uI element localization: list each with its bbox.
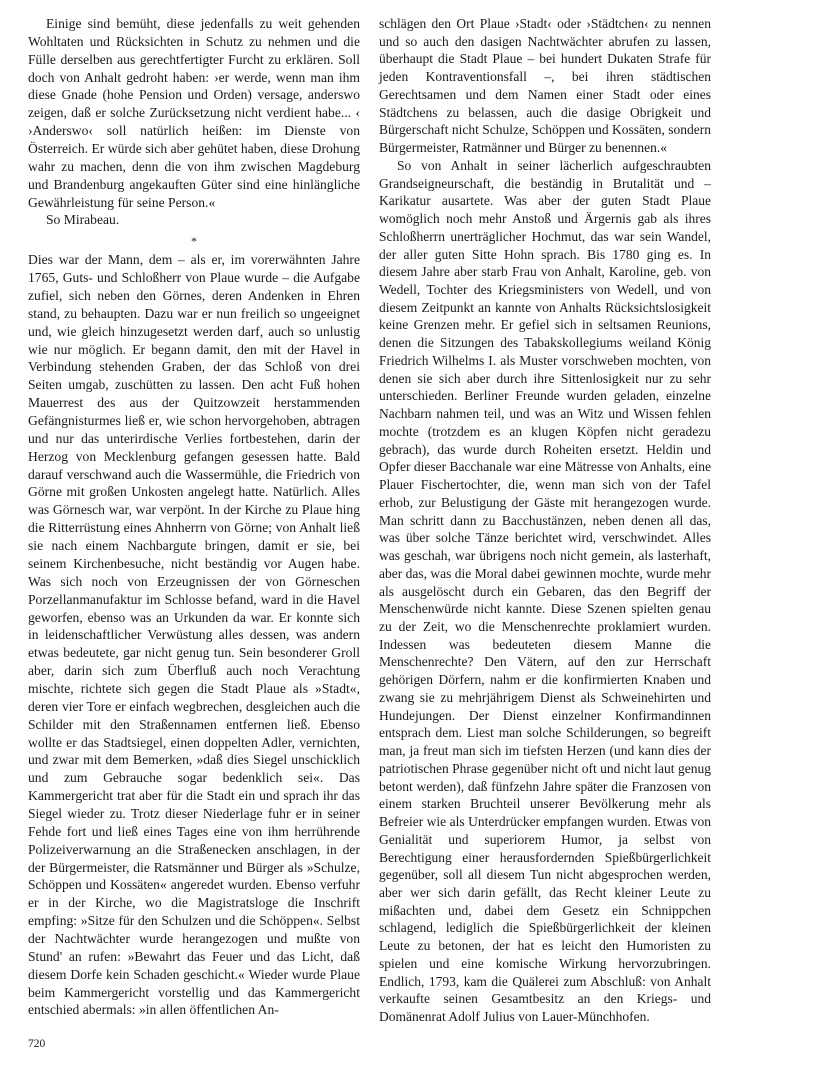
- left-text-column: [28, 15, 360, 1019]
- paragraph-right-2: So von Anhalt in seiner lächerlich aufgeschraubten Grandseigneurschaft, die beständig in Brutalität und – Karikatur ausartete. Was aber der guten Stadt Plaue womöglich noch mehr Anstoß und Ärgernis gab als ihres Schloßherrn unerträglicher Hochmut, das war sein Wandel, der aller guten Sitte Hohn sprach. Bis 1780 ging es. In diesem Jahre aber starb Frau von Anhalt, Karoline, geb. von Wedell, Tochter des Kriegsministers von Wedell, und von diesem Zeitpunkt an kannte von Anhalts Rücksichtslosigkeit keine Grenzen mehr. Er gefiel sich in seltsamen Reunions, denen die Sitzungen des Tabakskollegiums weiland König Friedrich Wilhelms I. als Muster vorschweben mochten, von denen sie sich aber durch ihre Sittenlosigkeit nur zu sehr unterschieden. Berliner Freunde wurden geladen, einzelne Nachbarn nahmen teil, und was an Witz und Wissen fehlen mochte (trotzdem es an klugen Köpfen nicht geradezu gebrach), das wurde durch Roheiten ersetzt. Heldin und Opfer dieser Bacchanale war eine Mätresse von Anhalts, eine Plauer Fischertochter, die, wenn man sich von der Tafel erhob, zur Belustigung der Gäste mit herangezogen wurde. Man schritt dann zu Bacchustänzen, neben denen all das, was über solche Tänze berichtet wird, verschwindet. Alles was geschah, war übrigens noch nicht gemein, als lasterhaft, aber das, was die Moral dabei gewinnen mochte, wurde mehr als ausgelöscht durch ein Gebaren, das den Begriff der Menschenwürde nicht kannte. Diese Szenen spielten genau zu der Zeit, wo die Menschenrechte proklamiert wurden. Indessen was bedeuteten diesem Manne die Menschenrechte? Den Vätern, auf den zur Herrschaft gehörigen Dörfern, nahm er die konfirmierten Knaben und zwang sie zu mehrjährigem Dienst als Schweinehirten und Hundejungen. Der Dienst einzelner Konfirmandinnen entsprach dem. Liest man solche Schilderungen, so begreift man, ja freut man sich im tiefsten Herzen (und kann dies der patriotischen Phrase gegenüber nicht oft und nicht laut genug betont werden), daß fünfzehn Jahre später die Franzosen von einem starken Bruchteil unserer Bevölkerung mehr als Befreier wie als Unterdrücker empfangen wurden. Etwas von Genialität und superiorem Humor, ja selbst von Berechtigung einer herausfordernden Spießbürgerlichkeit gegenüber, soll all diesem Tun nicht abgesprochen werden, aber wer sich darin gefällt, das Recht kleiner Leute zu mißachten und, dabei dem Gesetz ein Schnippchen schlagend, lediglich die Spießbürgerlichkeit der kleinen Leute zu betonen, der hat es leicht den Humoristen zu spielen und eine komische Wirkung hervorzubringen. Endlich, 1793, kam die Quälerei zum Abschluß: von Anhalt verkaufte seinen Gesamtbesitz an den Kriegs- und Domänenrat Adolf Julius von Lauer-Münchhofen.: [379, 157, 711, 1025]
- signature-line: So Mirabeau.: [46, 212, 120, 228]
- paragraph-left-2: Dies war der Mann, dem – als er, im vorerwähnten Jahre 1765, Guts- und Schloßherr von Plaue wurde – die Aufgabe zufiel, sich neben den Görnes, deren Andenken in Ehren stand, zu behaupten. Dazu war er nun freilich so ungeeignet und, wie gleich hinzugesetzt werden darf, auch so unlustig wie nur möglich. Er begann damit, den mit der Havel in Verbindung stehenden Graben, der das Schloß von drei Seiten umgab, zuschütten zu lassen. Den acht Fuß hohen Mauerrest des aus der Quitzowzeit herstammenden Gefängnisturmes ließ er, wie schon hervorgehoben, abtragen und nur das unterirdische Verlies fortbestehen, darin der Herzog von Mecklenburg gefangen gesessen hatte. Bald darauf verschwand auch die Wassermühle, die Friedrich von Görne mit großen Unkosten angelegt hatte. Natürlich. Alles was Görnesch war, war verpönt. In der Kirche zu Plaue hing die Ritterrüstung eines Ahnherrn von Görne; von Anhalt ließ sie nach einem Nachbargute bringen, damit er sie, bei seinem Kirchenbesuche, nicht beständig vor Augen habe. Was sich noch von Erzeugnissen der von Görneschen Porzellanmanufaktur im Schlosse befand, ward in die Havel geworfen, ebenso was an Urkunden da war. Er konnte sich in leidenschaftlicher Verwüstung alles dessen, was andern etwas bedeutete, gar nicht genug tun. Sein besonderer Groll aber, darin sich zum Überfluß auch noch Verachtung mischte, richtete sich gegen die Stadt Plaue als »Stadt«, deren vier Tore er einfach wegbrechen, desgleichen auch die Schilder mit den Straßennamen entfernen ließ. Ebenso wollte er das Stadtsiegel, einen doppelten Adler, vernichten, und zwar mit dem Bemerken, »daß dies Siegel unschicklich und zum Gebrauche sogar bedenklich sei«. Das Kammergericht trat aber für die Stadt ein und sprach ihr das Siegel wieder zu. Trotz dieser Niederlage fuhr er in seiner Fehde fort und ließ eines Tages eine von ihm herrührende Polizeiverwarnung an die Straßenecken anschlagen, in der der Bürgermeister, die Ratsmänner und Bürger als »Schulze, Schöppen und Kossäten« angeredet wurden. Ebenso verfuhr er in der Kirche, wo die Magistratsloge die Inschrift empfing: »Sitze für den Schulzen und die Schöppen«. Selbst der Nachtwächter wurde herangezogen und mußte von Stund' an rufen: »Bewahrt das Feuer und das Licht, daß diesem Dorfe kein Schaden geschicht.« Wieder wurde Plaue beim Kammergericht vorstellig und das Kammergericht entschied abermals: »in allen öffentlichen An-: [28, 252, 360, 1018]
- paragraph-right-1: schlägen den Ort Plaue ›Stadt‹ oder ›Städtchen‹ zu nennen und so auch den dasigen Nachtwächter abrufen zu lassen, überhaupt die Stadt Plaue – bei hundert Dukaten Strafe für jeden Kontraventionsfall –, bei ihren städtischen Gerechtsamen und dem Namen einer Stadt oder eines Städtchens zu belassen, auch die dasige Obrigkeit und Bürgerschaft nicht Schulze, Schöppen und Kossäten, sondern Bürgermeister, Ratmänner und Bürger zu benennen.«: [379, 16, 711, 156]
- right-text-column: [379, 15, 711, 1026]
- section-separator: *: [191, 234, 197, 249]
- page-number: 720: [28, 1038, 46, 1050]
- paragraph-left-1: Einige sind bemüht, diese jedenfalls zu weit gehenden Wohltaten und Rücksichten in Schutz zu nehmen und die Fülle derselben aus gerechtfertigter Furcht zu erklären. Soll doch von Anhalt gedroht haben: ›er werde, wenn man ihm diese Gnade (hohe Pension und Orden) versage, anderswo zeigen, daß er solche Zurücksetzung nicht verdient habe... ‹ ›Anderswo‹ soll natürlich heißen: im Dienste von Österreich. Er würde sich aber gehütet haben, diese Drohung wahr zu machen, denn die von ihm zwischen Magdeburg und Brandenburg angekauften Güter sind eine hinlängliche Gewährleistung für seine Person.«: [28, 16, 360, 210]
